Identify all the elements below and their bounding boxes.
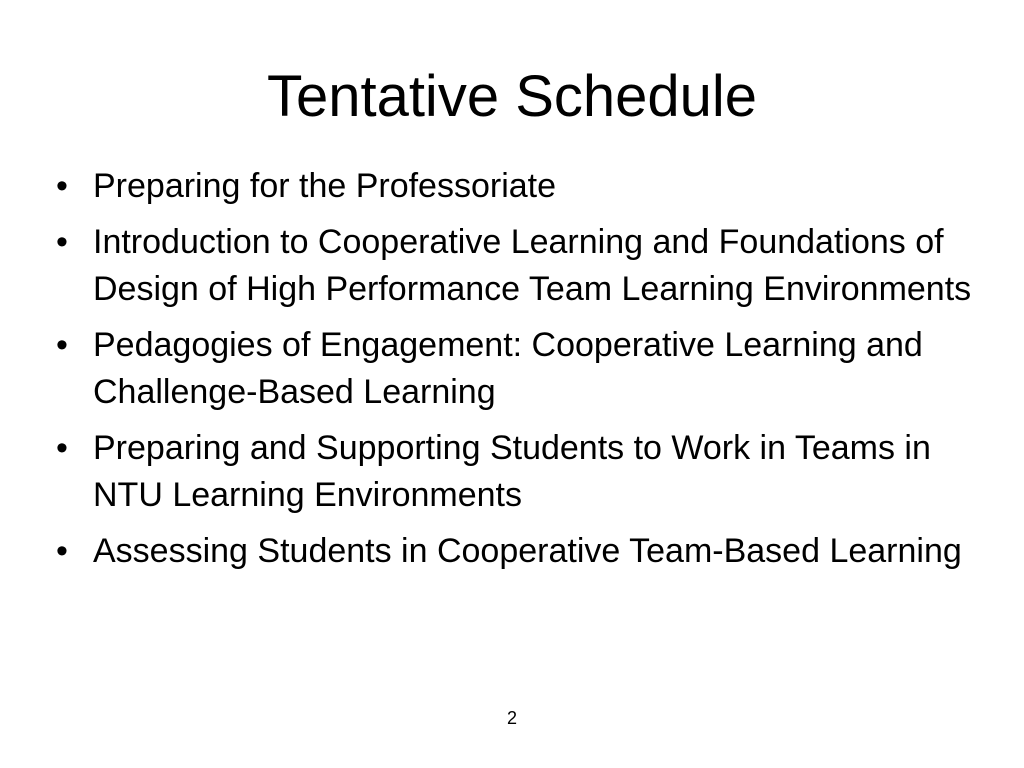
bullet-icon: • (56, 167, 68, 205)
bullet-item (56, 425, 976, 519)
bullet-item (56, 163, 976, 210)
bullet-item (56, 219, 976, 313)
page-number: 2 (506, 708, 517, 728)
bullet-list (56, 163, 976, 584)
bullet-text: Assessing Students in Cooperative Team-Based Learning (93, 532, 962, 570)
bullet-text: Pedagogies of Engagement: Cooperative Learning and Challenge-Based Learning (93, 326, 923, 411)
bullet-icon: • (56, 326, 68, 364)
bullet-item (56, 322, 976, 416)
slide-title: Tentative Schedule (266, 64, 758, 129)
bullet-icon: • (56, 532, 68, 570)
bullet-text: Preparing for the Professoriate (93, 167, 557, 205)
bullet-item (56, 528, 976, 575)
bullet-text: Preparing and Supporting Students to Work in Teams in NTU Learning Environments (93, 429, 931, 514)
bullet-text: Introduction to Cooperative Learning and Foundations of Design of High Performance Team Learning Environments (93, 223, 972, 308)
bullet-icon: • (56, 223, 68, 261)
bullet-icon: • (56, 429, 68, 467)
